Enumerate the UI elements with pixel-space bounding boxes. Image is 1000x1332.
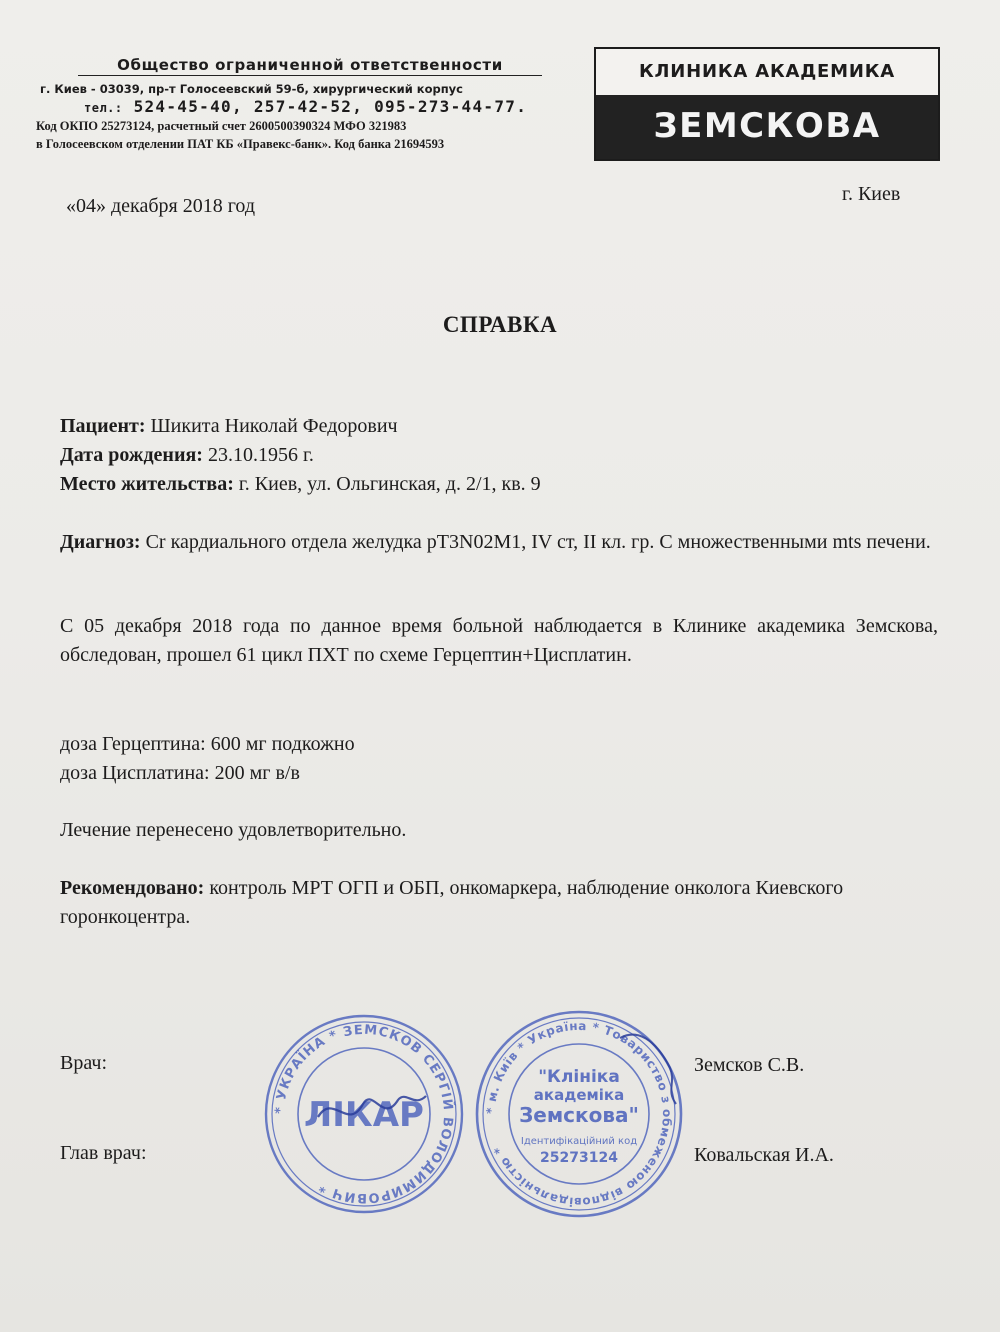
stamp-right-line2: академіка [533,1086,625,1104]
diagnosis [60,528,938,557]
diagnosis-text: Cr кардиального отдела желудка pT3N02M1, IV ст, II кл. гр. С множественными mts печени. [145,531,931,553]
doses [60,730,938,788]
org-bank: в Голосеевском отделении ПАТ КБ «Правекс-банк». Код банка 21694593 [36,137,445,151]
treatment-note: Лечение перенесено удовлетворительно. [60,819,407,841]
stamp-left [258,1012,470,1216]
stamp-right-id-label: Ідентифікаційний код [520,1136,638,1147]
document-date: «04» декабря 2018 год [66,195,256,217]
patient-dob: 23.10.1956 г. [207,444,314,466]
observation-paragraph: С 05 декабря 2018 года по данное время больной наблюдается в Клинике академика Земскова, обследован, прошел 61 цикл ПХТ по схеме Герцептин+Цисплатин. [60,615,938,666]
recommendation-text: контроль МРТ ОГП и ОБП, онкомаркера, наблюдение онколога Киевского горонкоцентра. [60,877,844,928]
dose-herceptin: доза Герцептина: 600 мг подкожно [60,733,355,755]
stamp-left-center-text: ЛІКАР [304,1095,424,1135]
recommendation [60,874,938,932]
stamp-right-id-code: 25273124 [540,1150,618,1166]
stamp-left-ring-text: * УКРАЇНА * ЗЕМСКОВ СЕРГІЙ ВОЛОДИМИРОВИЧ * [272,1022,456,1206]
patient-info [60,412,938,499]
patient-dob-label: Дата рождения: [60,444,203,466]
patient-dob-line [60,441,938,470]
chief-label: Глав врач: [60,1142,147,1164]
recommendation-label: Рекомендовано: [60,877,205,899]
document-city: г. Киев [842,183,901,205]
doctor-label: Врач: [60,1052,108,1074]
doctor-name: Земсков С.В. [694,1054,805,1076]
org-phones [84,98,584,117]
tel-label: тел.: [84,101,123,115]
tel-numbers: 524-45-40, 257-42-52, 095-273-44-77. [133,97,528,116]
patient-address-line [60,470,938,499]
stamp-right-ring-text: * м. Київ * Україна * Товариство з обмеженою відповідальністю * [483,1018,675,1210]
patient-name-line [60,412,938,441]
logo-bottom-text: ЗЕМСКОВА [596,95,938,159]
patient-name: Шикита Николай Федорович [150,415,398,437]
chief-name: Ковальская И.А. [694,1144,834,1166]
stamp-right-line3: Земскова" [519,1103,639,1127]
org-name: Общество ограниченной ответственности [78,56,542,76]
stamp-right [470,1008,688,1220]
patient-address-label: Место жительства: [60,473,234,495]
stamp-right-line1: "Клініка [538,1067,620,1087]
document-title: СПРАВКА [442,312,558,337]
patient-name-label: Пациент: [60,415,146,437]
diagnosis-label: Диагноз: [60,531,141,553]
patient-address: г. Киев, ул. Ольгинская, д. 2/1, кв. 9 [238,473,541,495]
organization-header [36,56,584,153]
org-okpo: Код ОКПО 25273124, расчетный счет 2600500390324 МФО 321983 [36,119,407,133]
clinic-logo [594,47,940,161]
org-address: г. Киев - 03039, пр-т Голосеевский 59-б, хирургический корпус [40,82,463,96]
dose-cisplatin: доза Цисплатина: 200 мг в/в [60,762,300,784]
logo-top-text: КЛИНИКА АКАДЕМИКА [639,61,895,82]
